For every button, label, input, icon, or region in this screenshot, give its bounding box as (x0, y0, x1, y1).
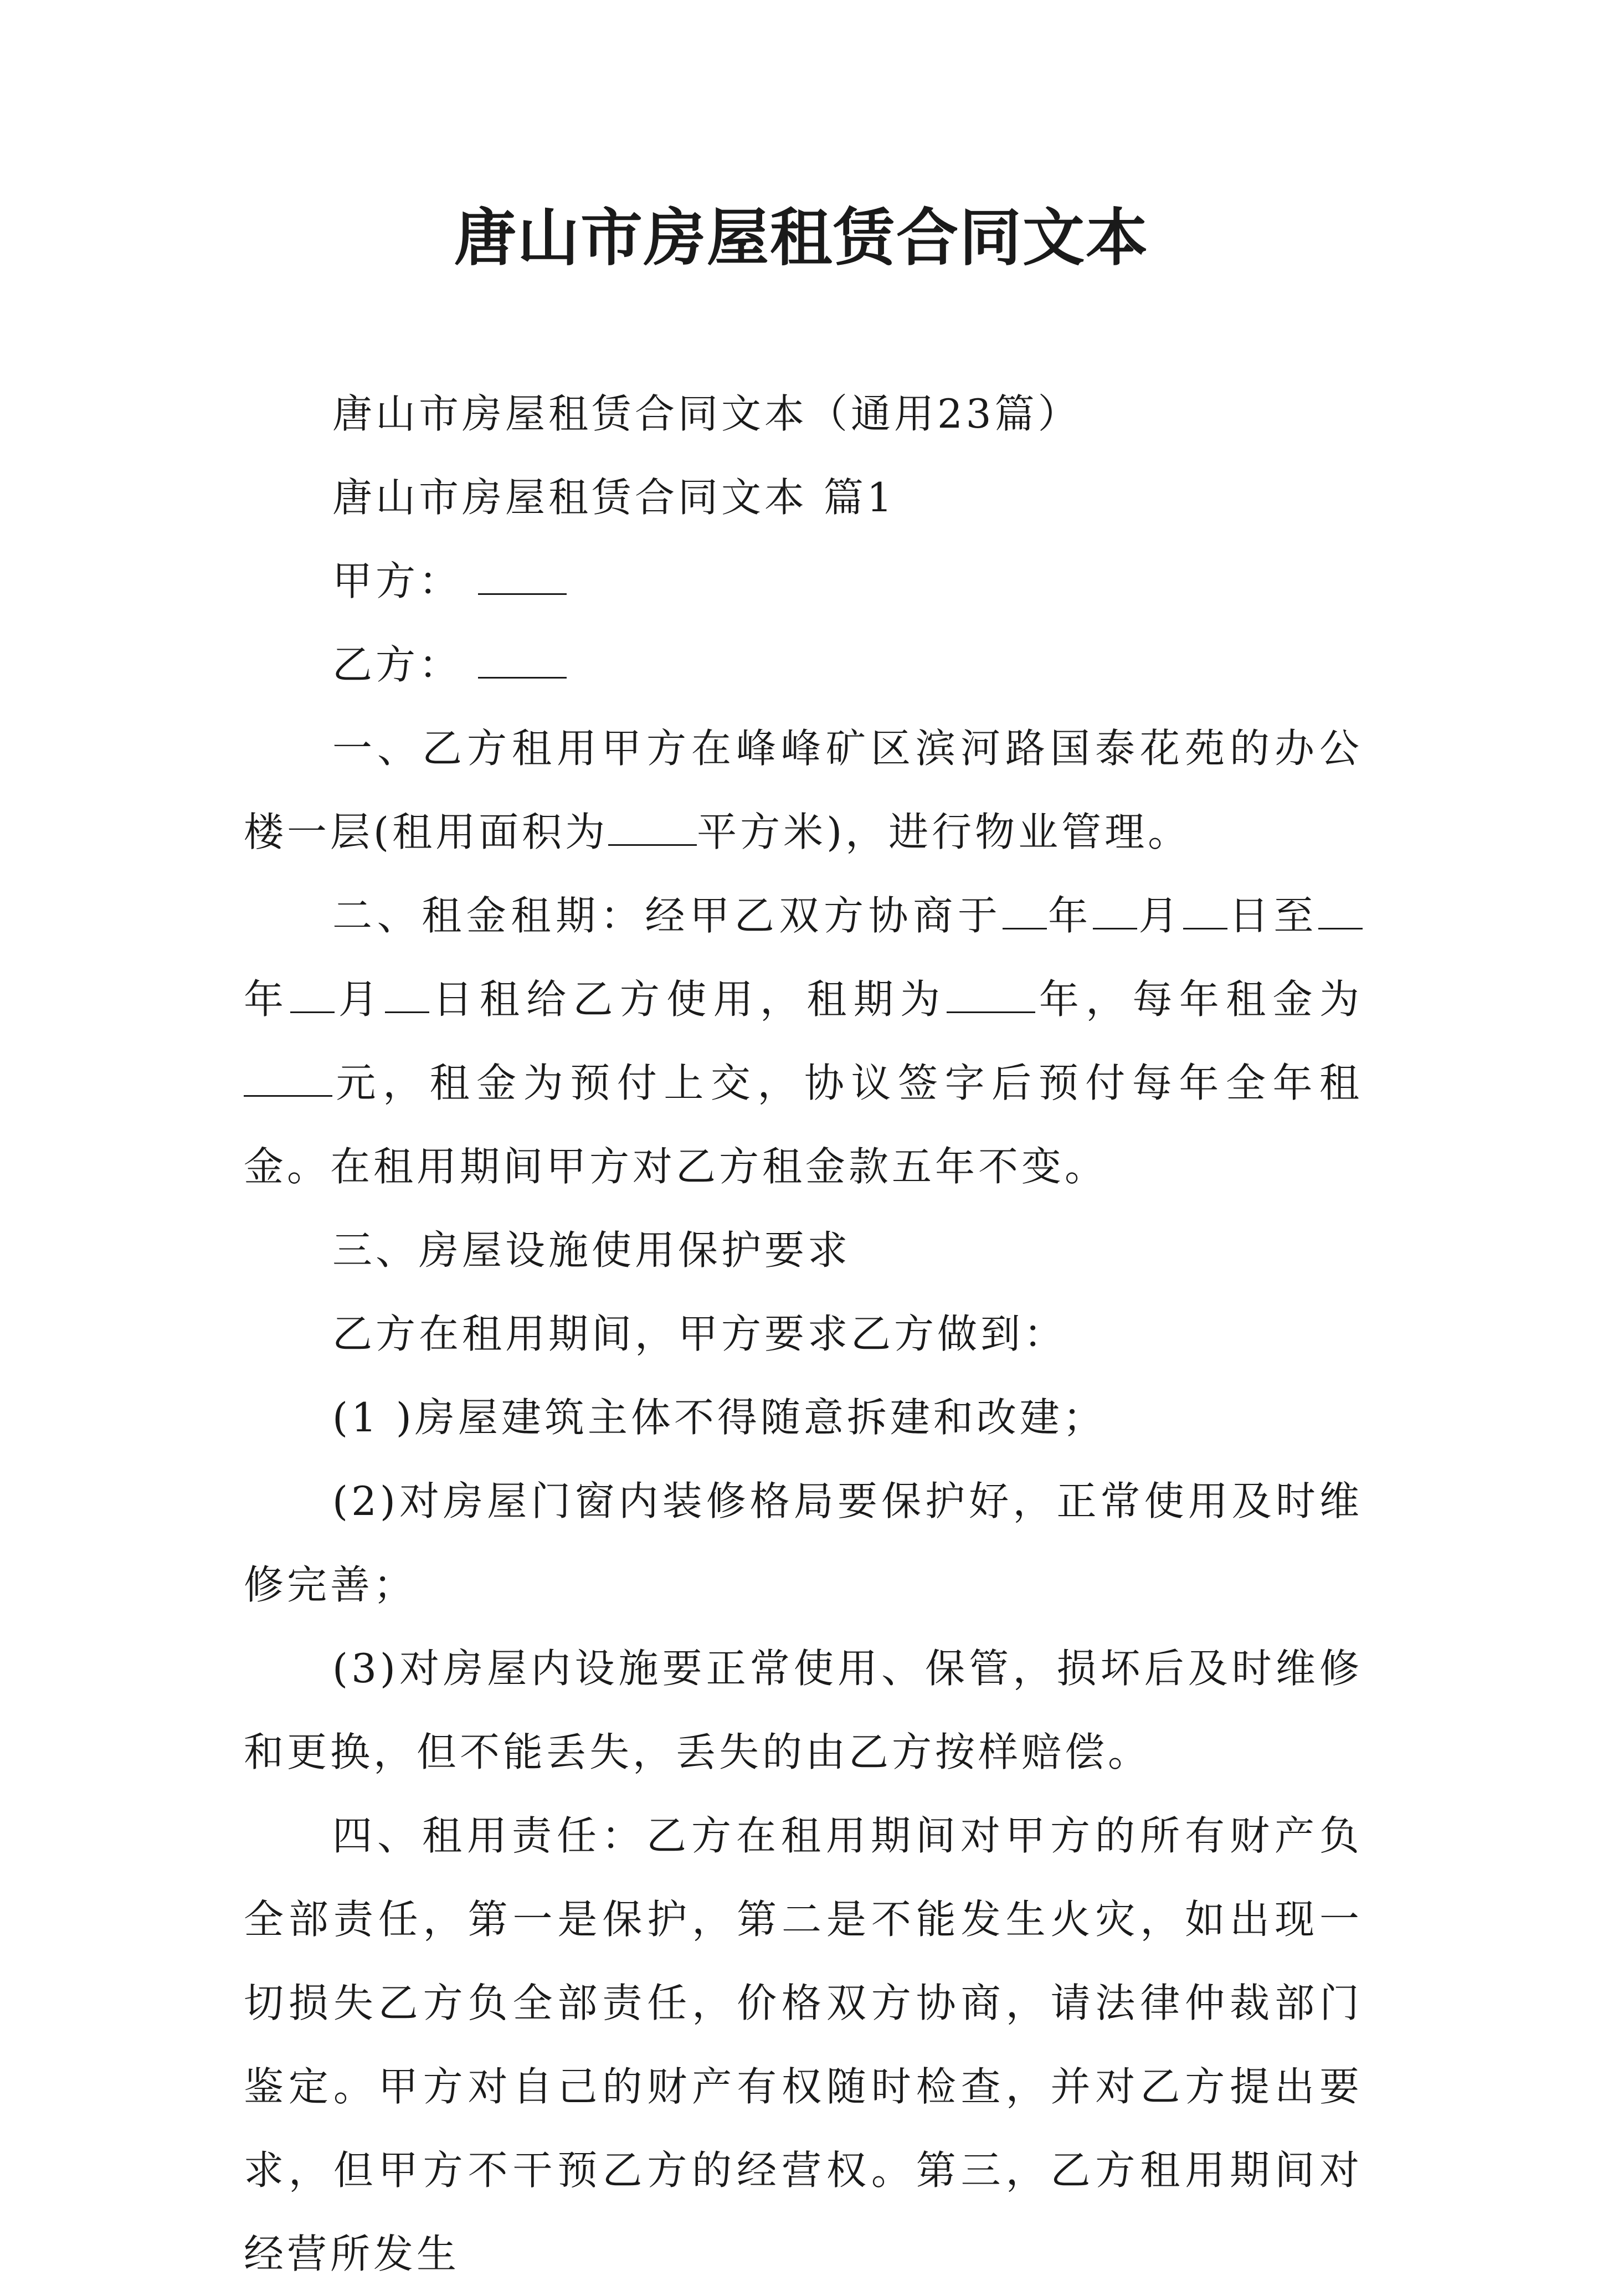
clause-3: 三、房屋设施使用保护要求 (332, 1227, 851, 1273)
term-blank (947, 975, 1035, 1013)
clause-1: 一、乙方租用甲方在峰峰矿区滨河路国泰花苑的办公楼一层(租用面积为 平方米)，进行物业管理。 (244, 725, 1363, 855)
clause-4: 四、租用责任：乙方在租用期间对甲方的所有财产负全部责任，第一是保护，第二是不能发生火灾，如出现一切损失乙方负全部责任，价格双方协商，请法律仲裁部门鉴定。甲方对自己的财产有权随时检查，并对乙方提出要求，但甲方不干预乙方的经营权。第三，乙方租用期间对经营所发生 (244, 1812, 1363, 2277)
subtitle-line: 唐山市房屋租赁合同文本（通用23篇） (332, 391, 1081, 437)
clause-2: 二、租金租期：经甲乙双方协商于 年 月 日至年 月 日租给乙方使用，租期为 年，每年租金为元，租金为预付上交，协议签字后预付每年全年租金。在租用期间甲方对乙方租金款五年不变。 (244, 892, 1363, 1190)
clause-3-item-1: (1 )房屋建筑主体不得随意拆建和改建； (332, 1394, 1106, 1441)
end-month-blank (290, 975, 335, 1013)
start-year-blank (1003, 892, 1047, 929)
clause-3-item-3: (3)对房屋内设施要正常使用、保管，损坏后及时维修和更换，但不能丢失，丢失的由乙方按样赔偿。 (244, 1645, 1363, 1775)
section-heading: 唐山市房屋租赁合同文本 篇1 (332, 474, 896, 521)
area-blank (608, 808, 697, 846)
start-day-blank (1183, 892, 1227, 929)
rent-blank (244, 1059, 332, 1097)
end-year-blank (1318, 892, 1363, 929)
clause-3-intro: 乙方在租用期间，甲方要求乙方做到： (332, 1311, 1067, 1357)
clause-3-item-2: (2)对房屋门窗内装修格局要保护好，正常使用及时维修完善； (244, 1478, 1363, 1608)
party-a-line: 甲方： (244, 540, 1363, 623)
party-a-blank (478, 557, 567, 595)
end-day-blank (385, 975, 429, 1013)
document-title: 唐山市房屋租赁合同文本 (454, 202, 1149, 274)
document-body (244, 372, 1363, 2296)
party-b-line: 乙方： (244, 623, 1363, 707)
start-month-blank (1093, 892, 1137, 929)
party-b-blank (478, 641, 567, 679)
